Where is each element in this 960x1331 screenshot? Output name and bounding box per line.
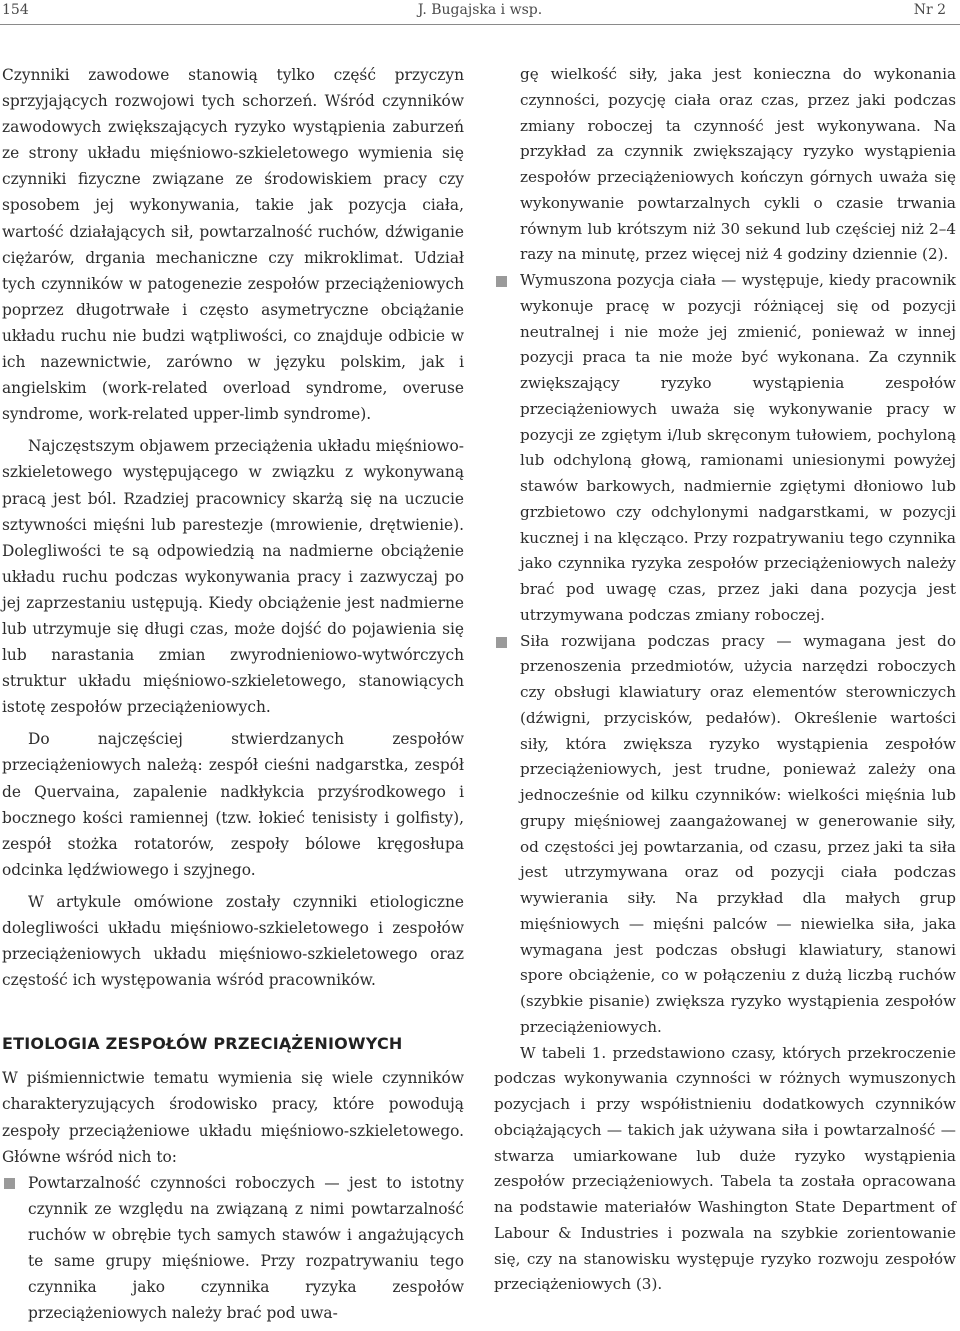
bullet-repetitiveness [2,1170,464,1327]
bullet-repetitiveness-continued [494,62,956,268]
bullet-forced-posture [494,268,956,629]
issue-number: Nr 2 [913,2,946,18]
header-rule [0,24,960,25]
page-number: 154 [2,2,29,18]
bullet-force-text: Siła rozwijana podczas pracy — wymagana jest do przenoszenia przedmiotów, użycia narzędzi roboczych czy obsługi klawiatury oraz elementów sterowniczych (dźwigni, przycisków, pedałów). Określenie wartości siły, która zwiększa ryzyko wystąpienia zespołów przeciążeniowych, jest trudne, ponieważ zależy ona jednocześnie od kilku czynników: wielkości mięśnia lub grupy mięśniowej zaangażowanej w generowanie siły, od częstości jej powtarzania, od czasu, przez jaki ta siła jest utrzymywana oraz od pozycji ciała podczas wywierania siły. Na przykład dla małych grup mięśniowych — mięśni palców — niewielka siła, jaka wymagana jest podczas obsługi klawiatury, stanowi spore obciążenie, co w połączeniu z dużą liczbą ruchów (szybkie pisanie) zwiększa ryzyko wystąpienia zespołów przeciążeniowych. [520,631,956,1036]
paragraph-intro: Czynniki zawodowe stanowią tylko część przyczyn sprzyjających rozwojowi tych schorzeń. Wśród czynników zawodowych zwiększających ryzyko wystąpienia zaburzeń ze strony układu mięśniowo-szkieletowego wymienia się czynniki fizyczne związane ze środowiskiem pracy czy sposobem jej wykonywania, takie jak pozycja ciała, wartość działających sił, powtarzalność ruchów, dźwiganie ciężarów, drgania mechaniczne czy mikroklimat. Udział tych czynników w patogenezie zespołów przeciążeniowych poprzez długotrwałe i często asymetryczne obciążanie układu ruchu nie budzi wątpliwości, co znajduje odbicie w ich nazewnictwie, zarówno w języku polskim, jak i angielskim (work-related overload syndrome, overuse syndrome, work-related upper-limb syndrome). [2,66,464,424]
bullet-repetitiveness-text: Powtarzalność czynności roboczych — jest to istotny czynnik ze względu na związaną z nimi powtarzalność ruchów w obrębie tych samych stawów i angażujących te same grupy mięśniowe. Przy rozpatrywaniu tego czynnika jako czynnika ryzyka zespołów przeciążeniowych należy brać pod uwa- [28,1173,464,1323]
bullet-repetitiveness-continued-text: gę wielkość siły, jaka jest konieczna do wykonania czynności, pozycję ciała oraz czas, przez jaki podczas zmiany roboczej ta czynność jest wykonywana. Na przykład za czynnik zwiększający ryzyko wystąpienia zespołów przeciążeniowych kończyn górnych uważa się wykonywanie powtarzalnych cykli o czasie trwania równym lub krótszym niż 30 sekund lub częściej niż 2–4 razy na minutę, przez więcej niż 4 godziny dziennie (2). [520,65,956,264]
bullet-forced-posture-text: Wymuszona pozycja ciała — występuje, kiedy pracownik wykonuje pracę w pozycji różniącej się od pozycji neutralnej i nie może jej zmienić, ponieważ w innej pozycji praca ta nie może być wykonana. Za czynnik zwiększający ryzyko wystąpienia zespołów przeciążeniowych uważa się wykonywanie pracy w pozycji ze zgiętym i/lub skręconym tułowiem, pochyloną lub odchyloną głową, ramionami uniesionymi powyżej stawów barkowych, nadmiernie zgiętymi dłoniowo lub grzbietowo czy odchylonymi nadgarstkami, w pozycji kucznej i na klęcząco. Przy rozpatrywaniu tego czynnika jako czynnika ryzyka zespołów przeciążeniowych należy brać pod uwagę czas, przez jaki dana pozycja jest utrzymywana podczas zmiany roboczej. [520,271,956,624]
paragraph-article-scope: W artykule omówione zostały czynniki etiologiczne dolegliwości układu mięśniowo-szkieletowego i zespołów przeciążeniowych układu mięśniowo-szkieletowego oraz częstość ich występowania wśród pracowników. [2,892,464,990]
bullet-square-icon [496,637,507,648]
bullet-force [494,629,956,1041]
bullet-square-icon [4,1178,15,1189]
section-heading: ETIOLOGIA ZESPOŁÓW PRZECIĄŻENIOWYCH [2,1034,403,1054]
paragraph-factors-intro: W piśmiennictwie tematu wymienia się wiele czynników charakteryzujących środowisko pracy, które powodują zespoły przeciążeniowe układu mięśniowo-szkieletowego. Główne wśród nich to: [2,1069,464,1166]
running-header [0,0,960,24]
running-authors: J. Bugajska i wsp. [417,2,543,18]
left-column [2,62,464,1326]
right-column [494,62,956,1298]
paragraph-syndromes: Do najczęściej stwierdzanych zespołów przeciążeniowych należą: zespół cieśni nadgarstka, zespół de Quervaina, zapalenie nadkłykcia przyśrodkowego i bocznego kości ramiennej (tzw. łokieć tenisisty i golfisty), zespół stożka rotatorów, zespoły bólowe kręgosłupa odcinka lędźwiowego i szyjnego. [2,730,464,879]
bullet-square-icon [496,276,507,287]
paragraph-symptoms: Najczęstszym objawem przeciążenia układu mięśniowo-szkieletowego występującego w związku z wykonywaną pracą jest ból. Rzadziej pracownicy skarżą się na uczucie sztywności mięśni lub parestezje (mrowienie, drętwienie). Dolegliwości te są odpowiedzią na nadmierne obciążenie układu ruchu podczas wykonywania pracy i zazwyczaj po jej zaprzestaniu ustępują. Kiedy obciążenie jest nadmierne lub utrzymuje się długi czas, może dojść do pojawienia się lub narastania zmian zwyrodnieniowo-wytwórczych struktur układu mięśniowo-szkieletowego, stanowiących istotę zespołów przeciążeniowych. [2,437,464,717]
paragraph-table-description: W tabeli 1. przedstawiono czasy, których przekroczenie podczas wykonywania czynności w różnych wymuszonych pozycjach i przy współistnieniu dodatkowych czynników obciążających — takich jak używana siła i powtarzalność — stwarza umiarkowane lub duże ryzyko wystąpienia zespołów przeciążeniowych. Tabela ta została opracowana na podstawie materiałów Washington State Department of Labour & Industries i pozwala na szybkie zorientowanie się, czy na stanowisku występuje ryzyko rozwoju zespołów przeciążeniowych (3). [494,1043,956,1294]
